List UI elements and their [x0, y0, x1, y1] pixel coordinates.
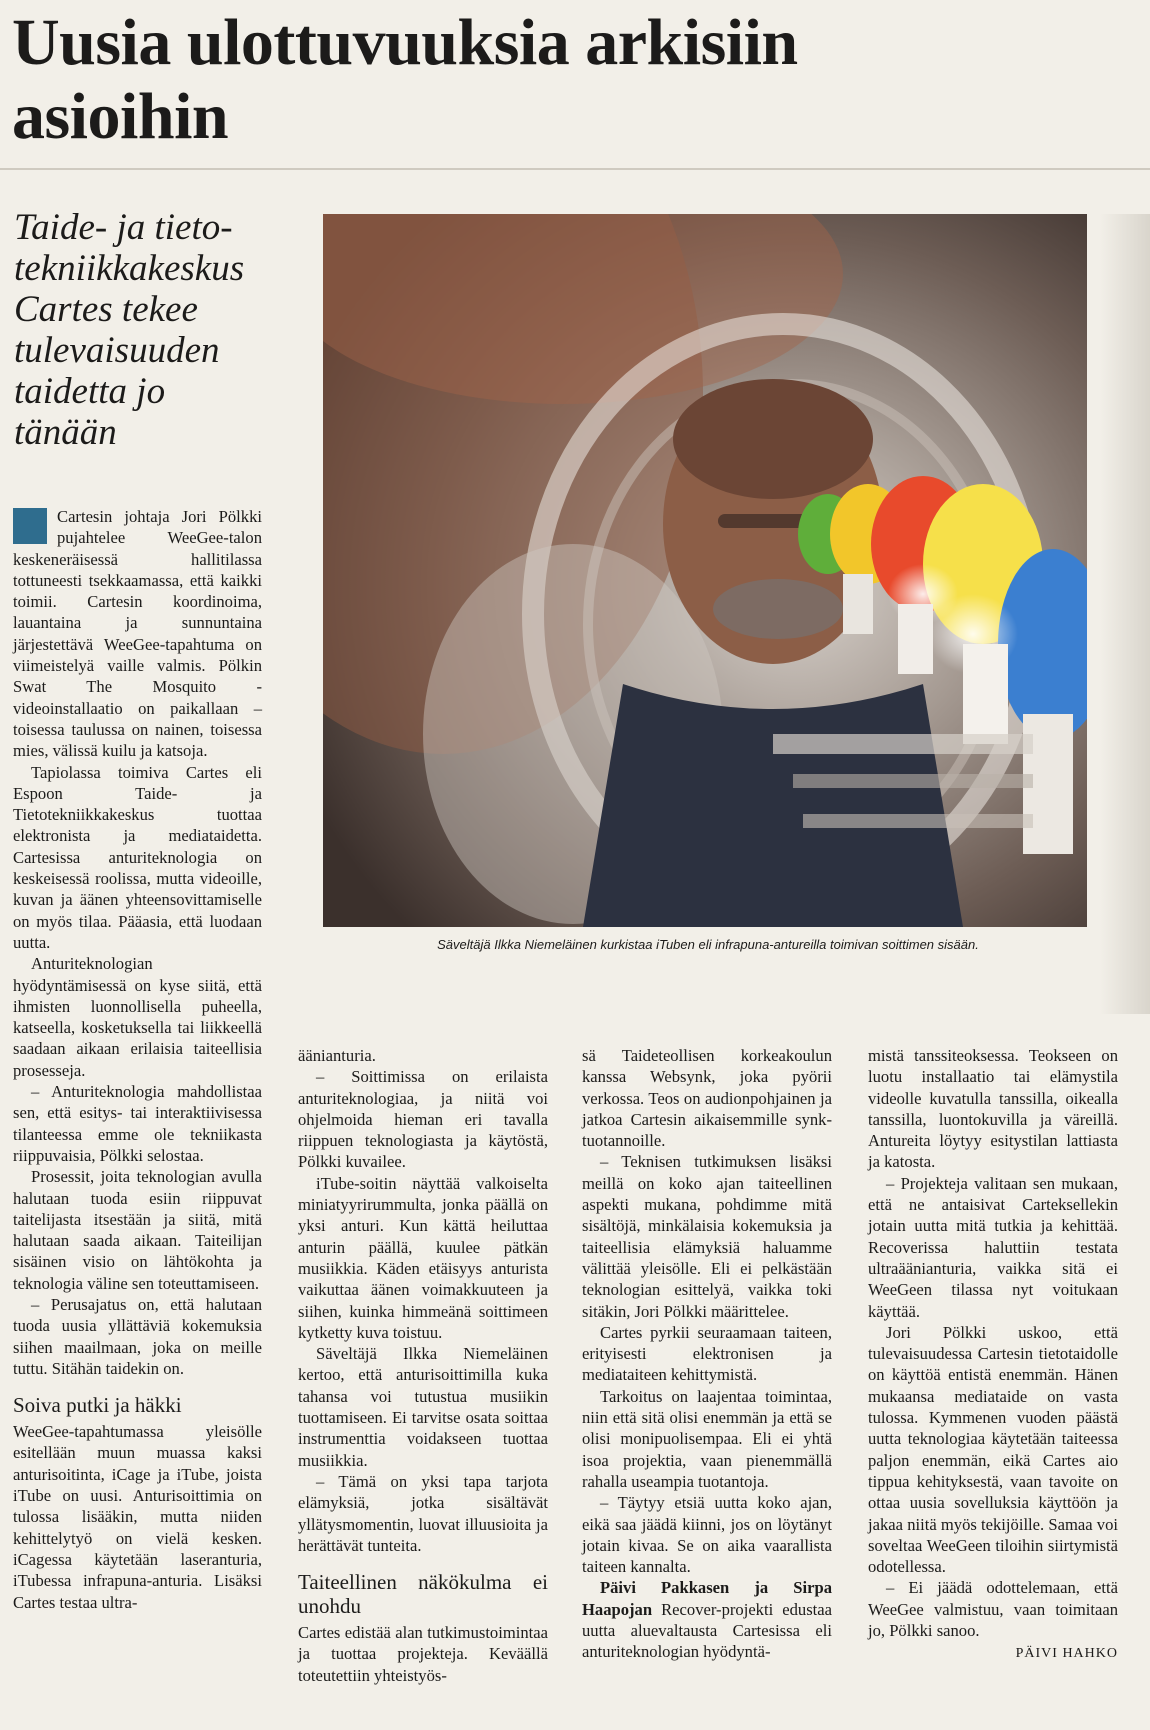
lead-paragraph: [13, 506, 262, 762]
paragraph: sä Taideteollisen korkeakoulun kanssa Websynk, joka pyörii verkossa. Teos on audionpohjainen ja jatkoa Cartesin aikaisemmille synk-tuotannoille.: [582, 1046, 832, 1151]
subheading: Soiva putki ja häkki: [13, 1393, 182, 1418]
paragraph: Anturiteknologian hyödyntämisessä on kyse siitä, että ihmisten luonnollisella puheella, katseella, kosketuksella tai liikkeellä saadaan aikaan erilaisia taiteellisia prosesseja.: [13, 954, 262, 1080]
article-column-1: [13, 506, 262, 1613]
paragraph: – Soittimissa on erilaista anturiteknologiaa, ja niitä voi ohjelmoida hieman eri tavalla riippuen teknologiasta ja käytöstä, Pölkki kuvailee.: [298, 1067, 548, 1172]
subheading: Taiteellinen näkökulma ei unohdu: [298, 1570, 548, 1619]
paragraph: – Tämä on yksi tapa tarjota elämyksiä, jotka sisältävät yllätysmomentin, luovat illuusioita ja herättävät tunteita.: [298, 1471, 548, 1555]
paragraph: Cartes edistää alan tutkimustoimintaa ja tuottaa projekteja. Keväällä toteutettiin yhteistyös-: [298, 1623, 548, 1685]
lead-marker-square: [13, 508, 47, 544]
paragraph: mistä tanssiteoksessa. Teokseen on luotu installaatio tai elämystila videolle kuvatulla tanssilla, oikealla tanssilla, luontokuvilla ja väreillä. Antureita löytyy esitystilan lattiasta ja katosta.: [868, 1046, 1118, 1172]
paragraph: – Ei jäädä odottelemaan, että WeeGee valmistuu, vaan toimitaan jo, Pölkki sanoo.: [868, 1578, 1118, 1641]
paragraph: – Teknisen tutkimuksen lisäksi meillä on koko ajan taiteellinen aspekti mukana, pohdimme mitä sisältöjä, minkälaisia kokemuksia ja taiteellisia elämyksiä haluamme välittää yleisölle. Eli ei pelkästään teknologian esittelyä, vaikka toki sitäkin, Jori Pölkki määrittelee.: [582, 1152, 832, 1321]
paragraph: Jori Pölkki uskoo, että tulevaisuudessa Cartesin tietotaidolle on käyttöä entistä enemmän. Hänen mukaansa mediataide on vasta tulossa. Kymmenen vuoden päästä uutta teknologiaa käytetään taiteessa paljon enemmän, eikä Cartes aio tippua kehityksestä, vaan tavoite on ottaa uusia sovelluksia käyttöön ja jakaa niitä myös tekijöille. Samaa voi soveltaa WeeGeen tiloihin siirtymistä odotellessa.: [868, 1322, 1118, 1577]
paragraph: [582, 1577, 832, 1662]
paragraph: iTube-soitin näyttää valkoiselta miniatyyrirummulta, jonka päällä on yksi anturi. Kun kättä heiluttaa anturin päällä, kuulee pätkän musiikkia. Käden etäisyys anturista vaikuttaa äänen voimakkuuteen ja siihen, kuinka himmeänä soittimeen kytketty kuva toistuu.: [298, 1173, 548, 1342]
paragraph: äänianturia.: [298, 1046, 376, 1065]
page-edge-shadow: [1100, 214, 1150, 1014]
names-bold: Päivi Pakkasen ja Sirpa Haapojan: [582, 1578, 832, 1619]
paragraph: – Perusajatus on, että halutaan tuoda uusia yllättäviä kokemuksia siihen maailmaan, joka on meille tuttu. Sitähän taidekin on.: [13, 1294, 262, 1378]
article-column-2: [298, 1045, 548, 1686]
paragraph: Prosessit, joita teknologian avulla halutaan tuoda esiin riippuvat taitelijasta itsestään ja siitä, mitä halutaan saada aikaan. Taiteilijan sisäinen visio on lähtökohta ja teknologia väline sen toteuttamiseen.: [13, 1167, 262, 1293]
lead-text: Cartesin johtaja Jori Pölkki pujahtelee WeeGee-talon keskeneräisessä hallitilassa tottuneesti tsekkaamassa, että kaikki toimii. Cartesin koordinoima, lauantaina ja sunnuntaina järjestettävä WeeGee-tapahtuma on viimeistelyä vaille valmis. Pölkin Swat The Mosquito -videoinstallaatio on paikallaan – toisessa taulussa on nainen, toisessa mies, välissä kuilu ja katsoja.: [13, 507, 262, 761]
photo-illustration: [323, 214, 1087, 927]
headline: Uusia ulottuvuuksia arkisiin asioihin: [12, 6, 798, 153]
article-column-3: [582, 1045, 832, 1663]
article-column-4: [868, 1045, 1118, 1665]
paragraph: – Täytyy etsiä uutta koko ajan, eikä saa jäädä kiinni, jos on löytänyt jotain kivaa. Se on aika vaarallista taiteen kannalta.: [582, 1493, 832, 1577]
paragraph: WeeGee-tapahtumassa yleisölle esitellään muun muassa kaksi anturisoitinta, iCage ja iTube, joista iTube on uusi. Anturisoittimia on tulossa lisääkin, mutta niiden kehittelytyö on vielä kesken. iCagessa käytetään laseranturia, iTubessa infrapuna-anturia. Lisäksi Cartes testaa ultra-: [13, 1422, 262, 1612]
paragraph: Cartes pyrkii seuraamaan taiteen, erityisesti elektronisen ja mediataiteen kehittymistä.: [582, 1322, 832, 1385]
photo-caption: Säveltäjä Ilkka Niemeläinen kurkistaa iTuben eli infrapuna-antureilla toimivan soittimen sisään.: [437, 937, 979, 952]
paragraph: Tarkoitus on laajentaa toimintaa, niin että sitä olisi enemmän ja että se olisi monipuolisempaa. Eli ei yhtä isoa projektia, vaan pienemmällä rahalla useampia tuotantoja.: [582, 1386, 832, 1491]
paragraph: Tapiolassa toimiva Cartes eli Espoon Taide- ja Tietotekniikkakeskus tuottaa elektronista ja mediataidetta. Cartesissa anturiteknologia on keskeisessä roolissa, mutta videoille, kuvan ja äänen yhteensovittamiselle on myös tilaa. Pääasia, että luodaan uutta.: [13, 762, 262, 952]
paragraph: Säveltäjä Ilkka Niemeläinen kertoo, että anturisoittimilla kuka tahansa voi tutustua musiikin tuottamiseen. Ei tarvitse osata soittaa instrumenttia voidakseen tuottaa musiikkia.: [298, 1344, 548, 1470]
byline: PÄIVI HAHKO: [1015, 1646, 1118, 1662]
paragraph: – Projekteja valitaan sen mukaan, että ne antaisivat Carteksellekin jotain uutta mitä tutkia ja kehittää. Recoverissa haluttiin testata ultraäänianturia, vaikka sitä ei WeeGeen tilassa nyt voitukaan käyttää.: [868, 1173, 1118, 1321]
paragraph-text: Recover-projekti edustaa uutta aluevaltausta Cartesissa eli anturiteknologian hyödyntä-: [582, 1599, 832, 1662]
deck-subtitle: Taide- ja tieto- tekniikkakeskus Cartes tekee tulevaisuuden taidetta jo tänään: [14, 207, 245, 453]
article-photo: [323, 214, 1087, 927]
divider: [0, 168, 1150, 170]
paragraph: – Anturiteknologia mahdollistaa sen, että esitys- tai interaktiivisessa tilanteessa emme ole tekniikasta riippuvaisia, Pölkki selostaa.: [13, 1082, 262, 1165]
